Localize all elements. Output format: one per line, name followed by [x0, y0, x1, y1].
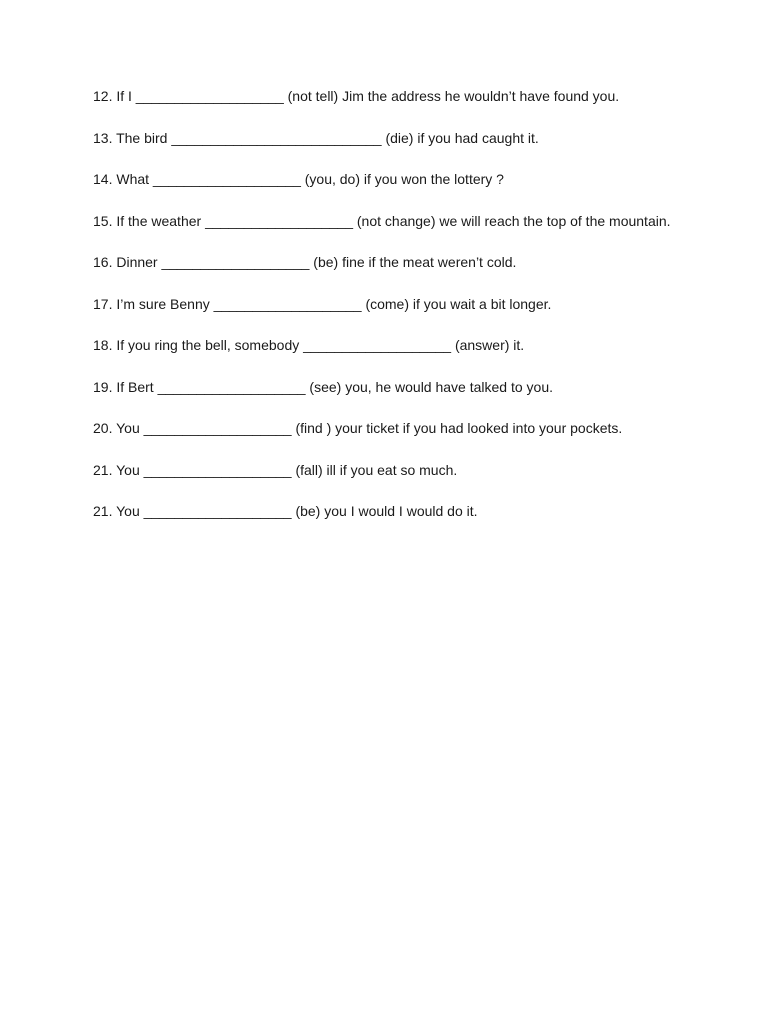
- exercise-item-14: 14. What ___________________ (you, do) if you won the lottery ?: [93, 171, 504, 187]
- exercise-item-16: 16. Dinner ___________________ (be) fine if the meat weren’t cold.: [93, 254, 517, 270]
- exercise-item-19: 19. If Bert ___________________ (see) you, he would have talked to you.: [93, 378, 554, 395]
- exercise-item-17: 17. I’m sure Benny ___________________ (come) if you wait a bit longer.: [93, 295, 552, 312]
- exercise-item-20: 20. You ___________________ (find ) your ticket if you had looked into your pockets.: [93, 420, 623, 436]
- exercise-item-21b: 21. You ___________________ (be) you I would I would do it.: [93, 503, 478, 519]
- exercise-item-13: 13. The bird ___________________________ (die) if you had caught it.: [93, 129, 539, 146]
- exercise-item-21a: 21. You ___________________ (fall) ill if you eat so much.: [93, 461, 458, 478]
- exercise-page: [93, 86, 693, 543]
- exercise-item-15: 15. If the weather ___________________ (not change) we will reach the top of the mountain.: [93, 212, 671, 229]
- exercise-item-18: 18. If you ring the bell, somebody ___________________ (answer) it.: [93, 337, 525, 353]
- exercise-item-12: 12. If I ___________________ (not tell) Jim the address he wouldn’t have found you.: [93, 88, 620, 104]
